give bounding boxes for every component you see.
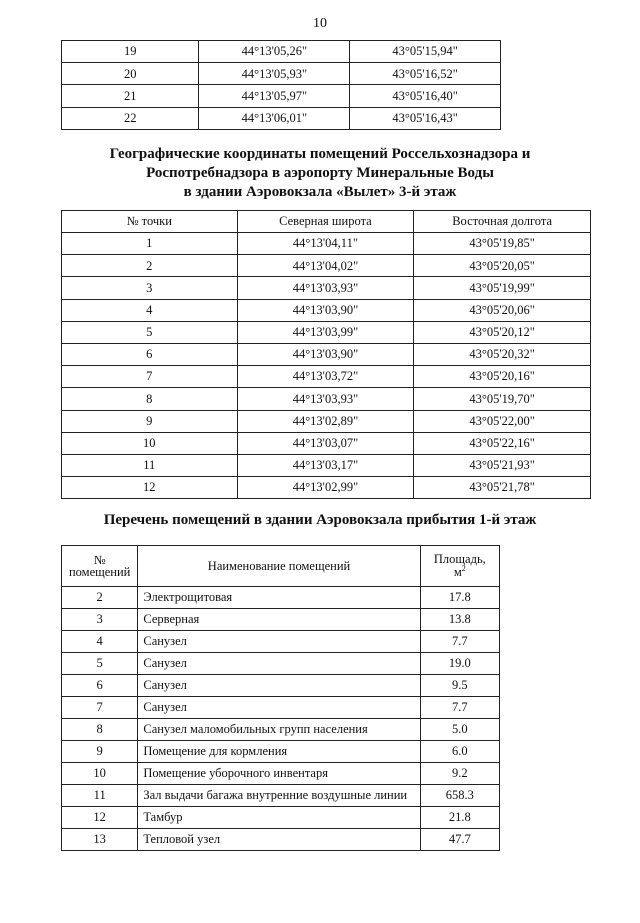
room-number-cell: 13 [62,829,138,851]
coordinate-row [62,343,591,365]
header-latitude: Северная широта [237,211,414,233]
title-line: Роспотребнадзора в аэропорту Минеральные Воды [146,165,494,181]
room-area-cell: 13.8 [420,609,499,631]
coordinate-row [62,366,591,388]
room-name-cell: Тепловой узел [138,829,420,851]
longitude-cell: 43°05'22,00" [414,410,591,432]
coordinate-row [62,299,591,321]
room-row [62,829,500,851]
room-number-cell: 7 [62,697,138,719]
latitude-cell: 44°13'03,90" [237,299,414,321]
room-row [62,653,500,675]
latitude-cell: 44°13'06,01" [199,107,350,129]
point-number-cell: 8 [62,388,238,410]
longitude-cell: 43°05'19,99" [414,277,591,299]
room-area-cell: 9.2 [420,763,499,785]
room-name-cell: Санузел [138,675,420,697]
point-number-cell: 7 [62,366,238,388]
longitude-cell: 43°05'20,05" [414,255,591,277]
point-number-cell: 2 [62,255,238,277]
coordinate-row [62,255,591,277]
room-number-cell: 4 [62,631,138,653]
longitude-cell: 43°05'16,52" [350,63,501,85]
coordinate-row [62,107,501,129]
room-number-cell: 5 [62,653,138,675]
coordinate-row [62,410,591,432]
rooms-section-title: Перечень помещений в здании Аэровокзала прибытия 1-й этаж [103,512,537,528]
latitude-cell: 44°13'03,07" [237,432,414,454]
latitude-cell: 44°13'04,11" [237,233,414,255]
longitude-cell: 43°05'21,78" [414,477,591,499]
point-number-cell: 10 [62,432,238,454]
coordinate-row [62,63,501,85]
room-area-cell: 9.5 [420,675,499,697]
header-area-sup: 2 [461,564,466,574]
point-number-cell: 19 [62,41,199,63]
longitude-cell: 43°05'20,32" [414,343,591,365]
longitude-cell: 43°05'19,70" [414,388,591,410]
header-area-unit: м [453,565,462,580]
coordinate-row [62,277,591,299]
point-number-cell: 12 [62,477,238,499]
room-row [62,697,500,719]
title-line: Географические координаты помещений Россельхознадзора и [109,146,531,162]
room-area-cell: 21.8 [420,807,499,829]
longitude-cell: 43°05'20,12" [414,321,591,343]
coordinates-table [61,210,591,499]
header-point-number: № точки [62,211,238,233]
latitude-cell: 44°13'04,02" [237,255,414,277]
coordinate-row [62,233,591,255]
room-number-cell: 2 [62,587,138,609]
header-room-area [420,546,499,587]
room-row [62,741,500,763]
latitude-cell: 44°13'03,90" [237,343,414,365]
latitude-cell: 44°13'02,99" [237,477,414,499]
rooms-table [61,545,500,851]
room-number-cell: 12 [62,807,138,829]
room-number-cell: 9 [62,741,138,763]
point-number-cell: 6 [62,343,238,365]
room-row [62,587,500,609]
coordinates-section-title [0,145,640,202]
longitude-cell: 43°05'22,16" [414,432,591,454]
point-number-cell: 5 [62,321,238,343]
coordinate-row [62,321,591,343]
room-row [62,719,500,741]
room-area-cell: 6.0 [420,741,499,763]
room-area-cell: 7.7 [420,631,499,653]
point-number-cell: 3 [62,277,238,299]
room-name-cell: Серверная [138,609,420,631]
longitude-cell: 43°05'19,85" [414,233,591,255]
coordinate-row [62,477,591,499]
latitude-cell: 44°13'03,17" [237,454,414,476]
header-longitude: Восточная долгота [414,211,591,233]
room-area-cell: 658.3 [420,785,499,807]
room-name-cell: Тамбур [138,807,420,829]
page-number: 10 [313,16,327,31]
longitude-cell: 43°05'20,06" [414,299,591,321]
point-number-cell: 22 [62,107,199,129]
room-row [62,807,500,829]
room-area-cell: 17.8 [420,587,499,609]
coordinate-row [62,454,591,476]
coordinate-row [62,85,501,107]
header-area-line2 [421,565,499,579]
point-number-cell: 1 [62,233,238,255]
room-area-cell: 47.7 [420,829,499,851]
coordinate-row [62,432,591,454]
header-area-line1: Площадь, [433,551,486,566]
title-line: в здании Аэровокзала «Вылет» 3-й этаж [183,184,457,200]
room-row [62,675,500,697]
room-name-cell: Зал выдачи багажа внутренние воздушные линии [138,785,420,807]
latitude-cell: 44°13'03,93" [237,277,414,299]
room-number-cell: 8 [62,719,138,741]
room-number-cell: 10 [62,763,138,785]
room-name-cell: Электрощитовая [138,587,420,609]
point-number-cell: 20 [62,63,199,85]
latitude-cell: 44°13'05,93" [199,63,350,85]
room-name-cell: Санузел [138,697,420,719]
latitude-cell: 44°13'03,72" [237,366,414,388]
latitude-cell: 44°13'03,99" [237,321,414,343]
room-row [62,631,500,653]
longitude-cell: 43°05'16,43" [350,107,501,129]
room-number-cell: 3 [62,609,138,631]
longitude-cell: 43°05'16,40" [350,85,501,107]
header-room-number [62,546,138,587]
longitude-cell: 43°05'15,94" [350,41,501,63]
room-row [62,609,500,631]
room-area-cell: 5.0 [420,719,499,741]
point-number-cell: 4 [62,299,238,321]
header-room-name: Наименование помещений [138,546,420,587]
continued-coordinates-table [61,40,501,130]
point-number-cell: 11 [62,454,238,476]
room-row [62,785,500,807]
room-area-cell: 7.7 [420,697,499,719]
longitude-cell: 43°05'20,16" [414,366,591,388]
coordinate-row [62,388,591,410]
room-number-cell: 6 [62,675,138,697]
room-name-cell: Помещение уборочного инвентаря [138,763,420,785]
room-number-cell: 11 [62,785,138,807]
point-number-cell: 21 [62,85,199,107]
room-name-cell: Помещение для кормления [138,741,420,763]
header-room-number-line2: помещений [68,565,131,579]
longitude-cell: 43°05'21,93" [414,454,591,476]
latitude-cell: 44°13'05,26" [199,41,350,63]
point-number-cell: 9 [62,410,238,432]
room-area-cell: 19.0 [420,653,499,675]
latitude-cell: 44°13'05,97" [199,85,350,107]
latitude-cell: 44°13'03,93" [237,388,414,410]
room-name-cell: Санузел [138,631,420,653]
room-row [62,763,500,785]
room-name-cell: Санузел [138,653,420,675]
coordinate-row [62,41,501,63]
header-room-number-line1: № [93,552,106,567]
latitude-cell: 44°13'02,89" [237,410,414,432]
room-name-cell: Санузел маломобильных групп населения [138,719,420,741]
